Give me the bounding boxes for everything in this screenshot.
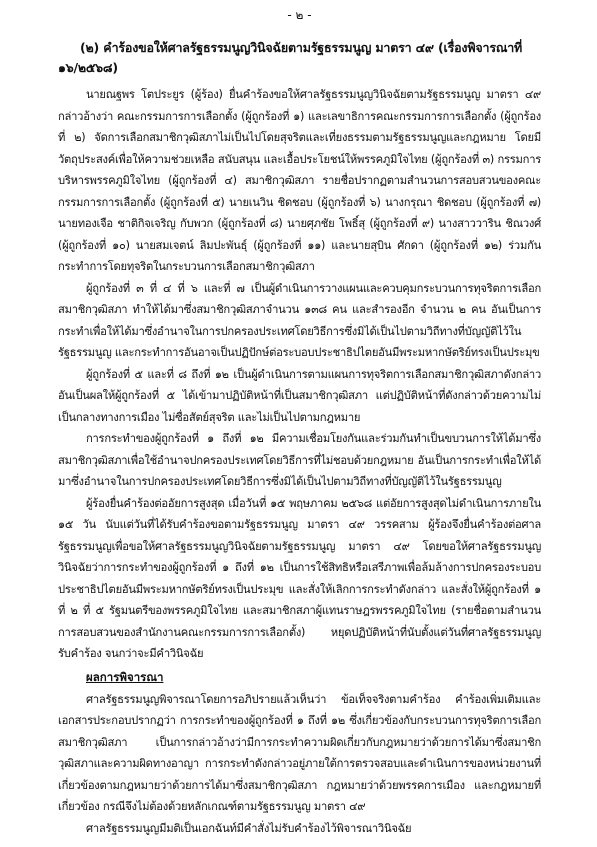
paragraph-petition: นายณฐพร โตประยูร (ผู้ร้อง) ยื่นคำร้องขอให้ศาลรัฐธรรมนูญวินิจฉัยตามรัฐธรรมนูญ มาตรา ๔๙ กล่าวอ้างว่า คณะกรรมการการเลือกตั้ง (ผู้ถูกร้องที่ ๑) และเลขาธิการคณะกรรมการการเลือกตั้ง (ผู้ถูกร้องที่ ๒) จัดการเลือกสมาชิกวุฒิสภาไม่เป็นไปโดยสุจริตและเที่ยงธรรมตามรัฐธรรมนูญและกฎหมาย โดยมีวัตถุประสงค์เพื่อให้ความช่วยเหลือ สนับสนุน และเอื้อประโยชน์ให้พรรคภูมิใจไทย (ผู้ถูกร้องที่ ๓) กรรมการบริหารพรรคภูมิใจไทย (ผู้ถูกร้องที่ ๔) สมาชิกวุฒิสภา รายชื่อปรากฏตามสำนวนการสอบสวนของคณะกรรมการการเลือกตั้ง (ผู้ถูกร้องที่ ๕) นายเนวิน ชิดชอบ (ผู้ถูกร้องที่ ๖) นางกรุณา ชิดชอบ (ผู้ถูกร้องที่ ๗) นายทองเจือ ชาติกิจเจริญ กับพวก (ผู้ถูกร้องที่ ๘) นายศุภชัย โพธิ์สุ (ผู้ถูกร้องที่ ๙) นางสาววาริน ชิณวงศ์ (ผู้ถูกร้องที่ ๑๐) นายสมเจตน์ ลิมปะพันธุ์ (ผู้ถูกร้องที่ ๑๑) และนายสุบิน ศักดา (ผู้ถูกร้องที่ ๑๒) ร่วมกันกระทำการโดยทุจริตในกระบวนการเลือกสมาชิกวุฒิสภา <box>58 88 541 273</box>
paragraph-collusion: การกระทำของผู้ถูกร้องที่ ๑ ถึงที่ ๑๒ มีความเชื่อมโยงกันและร่วมกันทำเป็นขบวนการให้ได้มาซึ่งสมาชิกวุฒิสภาเพื่อใช้อำนาจปกครองประเทศโดยวิธีการที่ไม่ชอบด้วยกฎหมาย อันเป็นการกระทำเพื่อให้ได้มาซึ่งอำนาจในการปกครองประเทศโดยวิธีการซึ่งมิได้เป็นไปตามวิถีทางที่บัญญัติไว้ในรัฐธรรมนูญ <box>58 432 541 488</box>
paragraph-findings: ศาลรัฐธรรมนูญพิจารณาโดยการอภิปรายแล้วเห็นว่า ข้อเท็จจริงตามคำร้อง คำร้องเพิ่มเติมและเอกสารประกอบปรากฏว่า การกระทำของผู้ถูกร้องที่ ๑ ถึงที่ ๑๒ ซึ่งเกี่ยวข้องกับกระบวนการทุจริตการเลือกสมาชิกวุฒิสภา เป็นการกล่าวอ้างว่ามีการกระทำความผิดเกี่ยวกับกฎหมายว่าด้วยการได้มาซึ่งสมาชิกวุฒิสภาและความผิดทางอาญา การกระทำดังกล่าวอยู่ภายใต้การตรวจสอบและดำเนินการของหน่วยงานที่เกี่ยวข้องตามกฎหมายว่าด้วยการได้มาซึ่งสมาชิกวุฒิสภา กฎหมายว่าด้วยพรรคการเมือง และกฎหมายที่เกี่ยวข้อง กรณีจึงไม่ต้องด้วยหลักเกณฑ์ตามรัฐธรรมนูญ มาตรา ๔๙ <box>58 692 541 813</box>
paragraph-respondents-5-12: ผู้ถูกร้องที่ ๕ และที่ ๘ ถึงที่ ๑๒ เป็นผู้ดำเนินการตามแผนการทุจริตการเลือกสมาชิกวุฒิสภาดังกล่าว อันเป็นผลให้ผู้ถูกร้องที่ ๕ ได้เข้ามาปฏิบัติหน้าที่เป็นสมาชิกวุฒิสภา แต่ปฏิบัติหน้าที่ดังกล่าวด้วยความไม่เป็นกลางทางการเมือง ไม่ซื่อสัตย์สุจริต และไม่เป็นไปตามกฎหมาย <box>58 367 541 424</box>
paragraph-request: ผู้ร้องยื่นคำร้องต่ออัยการสูงสุด เมื่อวันที่ ๑๕ พฤษภาคม ๒๕๖๘ แต่อัยการสูงสุดไม่ดำเนินการภายใน ๑๕ วัน นับแต่วันที่ได้รับคำร้องขอตามรัฐธรรมนูญ มาตรา ๔๙ วรรคสาม ผู้ร้องจึงยื่นคำร้องต่อศาลรัฐธรรมนูญเพื่อขอให้ศาลรัฐธรรมนูญวินิจฉัยตามรัฐธรรมนูญ มาตรา ๔๙ โดยขอให้ศาลรัฐธรรมนูญวินิจฉัยว่าการกระทำของผู้ถูกร้องที่ ๑ ถึงที่ ๑๒ เป็นการใช้สิทธิหรือเสรีภาพเพื่อล้มล้างการปกครองระบอบประชาธิปไตยอันมีพระมหากษัตริย์ทรงเป็นประมุข และสั่งให้เลิกการกระทำดังกล่าว และสั่งให้ผู้ถูกร้องที่ ๑ ที่ ๒ ที่ ๕ รัฐมนตรีของพรรคภูมิใจไทย และสมาชิกสภาผู้แทนราษฎรพรรคภูมิใจไทย (รายชื่อตามสำนวนการสอบสวนของสำนักงานคณะกรรมการการเลือกตั้ง) หยุดปฏิบัติหน้าที่นับตั้งแต่วันที่ศาลรัฐธรรมนูญรับคำร้อง จนกว่าจะมีคำวินิจฉัย <box>58 496 541 660</box>
paragraph-ruling: ศาลรัฐธรรมนูญมีมติเป็นเอกฉันท์มีคำสั่งไม่รับคำร้องไว้พิจารณาวินิจฉัย <box>86 821 412 835</box>
page-number: - ๒ - <box>287 8 312 22</box>
paragraph-respondents-3-7: ผู้ถูกร้องที่ ๓ ที่ ๔ ที่ ๖ และที่ ๗ เป็นผู้ดำเนินการวางแผนและควบคุมกระบวนการทุจริตการเลือกสมาชิกวุฒิสภา ทำให้ได้มาซึ่งสมาชิกวุฒิสภาจำนวน ๑๓๘ คน และสำรองอีก จำนวน ๒ คน อันเป็นการกระทำเพื่อให้ได้มาซึ่งอำนาจในการปกครองประเทศโดยวิธีการซึ่งมิได้เป็นไปตามวิถีทางที่บัญญัติไว้ในรัฐธรรมนูญ และกระทำการอันอาจเป็นปฏิปักษ์ต่อระบอบประชาธิปไตยอันมีพระมหากษัตริย์ทรงเป็นประมุข <box>58 281 541 359</box>
section-title-findings: ผลการพิจารณา <box>86 669 164 684</box>
case-heading: (๒) คำร้องขอให้ศาลรัฐธรรมนูญวินิจฉัยตามรัฐธรรมนูญ มาตรา ๔๙ (เรื่องพิจารณาที่ ๑๖/๒๕๖๘) <box>58 40 523 75</box>
